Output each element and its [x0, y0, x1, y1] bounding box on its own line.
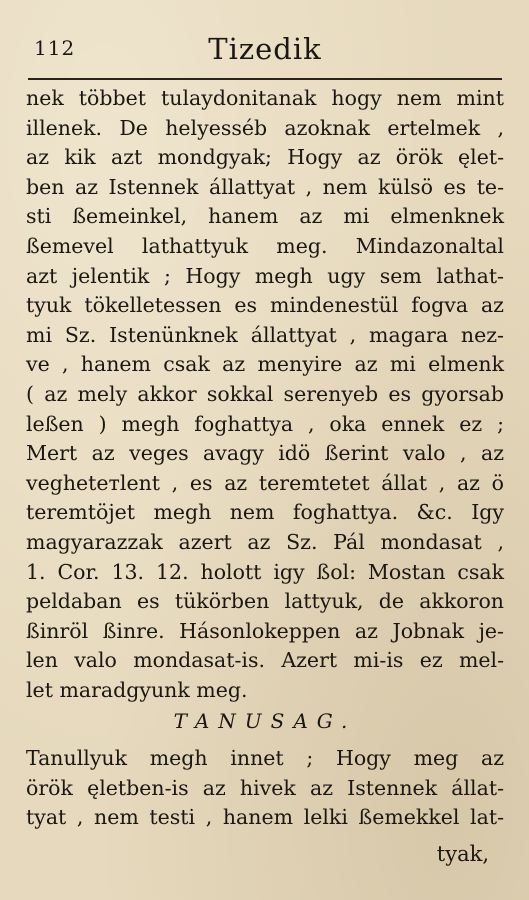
body-text: [26, 84, 504, 737]
text-line: 1. Cor. 13. 12. holott igy ßol: Mostan csak: [26, 559, 504, 584]
text-line: ßemevel lathattyuk meg. Mindazonaltal: [26, 233, 504, 258]
text-line: teremtöjet megh nem foghattya. &c. Igy: [26, 500, 504, 525]
running-head: Tizedik: [208, 32, 322, 66]
text-line: ben az Istennek állattyat , nem külsö es te-: [26, 174, 504, 199]
text-line: ve , hanem csak az menyire az mi elmenk: [26, 352, 504, 377]
text-line: azt jelentik ; Hogy megh ugy sem lathat-: [26, 263, 504, 288]
text-line: mi Sz. Istenünknek állattyat , magara nez-: [26, 322, 504, 347]
text-line: len valo mondasat-is. Azert mi-is ez mel-: [26, 648, 504, 673]
tanusag-text: [26, 744, 504, 833]
text-line: vegheteтlent , es az teremtetet állat , az ö: [26, 470, 504, 495]
text-line: tyuk tökelletessen es mindenestül fogva az: [26, 293, 504, 318]
text-line: magyarazzak azert az Sz. Pál mondasat ,: [26, 529, 504, 554]
header-rule: [28, 78, 502, 80]
text-line: illenek. De helyesséb azoknak ertelmek ,: [26, 115, 504, 140]
catchword: tyak,: [436, 842, 489, 866]
text-line: let maradgyunk meg.: [26, 677, 248, 702]
text-line: peldaban es tükörben lattyuk, de akkoron: [26, 589, 504, 614]
page-number: 112: [34, 36, 76, 60]
page-header: [30, 30, 500, 70]
text-line: sti ßemeinkel, hanem az mi elmenknek: [26, 204, 504, 229]
text-line: ßinröl ßinre. Hásonlokeppen az Jobnak je-: [26, 618, 504, 643]
text-line: az kik azt mondgyak; Hogy az örök ęlet-: [26, 145, 504, 170]
text-line: Tanullyuk megh innet ; Hogy meg az: [26, 746, 504, 770]
section-heading: TANUSAG.: [173, 709, 357, 734]
text-line: örök ęletben-is az hivek az Istennek állat-: [26, 775, 504, 800]
text-line: nek többet tulaydonitanak hogy nem mint: [26, 86, 504, 110]
text-line: Mert az veges avagy idö ßerint valo , az: [26, 441, 504, 466]
text-line: ( az mely akkor sokkal serenyeb es gyorsab: [26, 381, 504, 406]
text-line: leßen ) megh foghattya , oka ennek ez ;: [26, 411, 504, 436]
text-line: tyat , nem testi , hanem lelki ßemekkel lat-: [26, 805, 504, 830]
